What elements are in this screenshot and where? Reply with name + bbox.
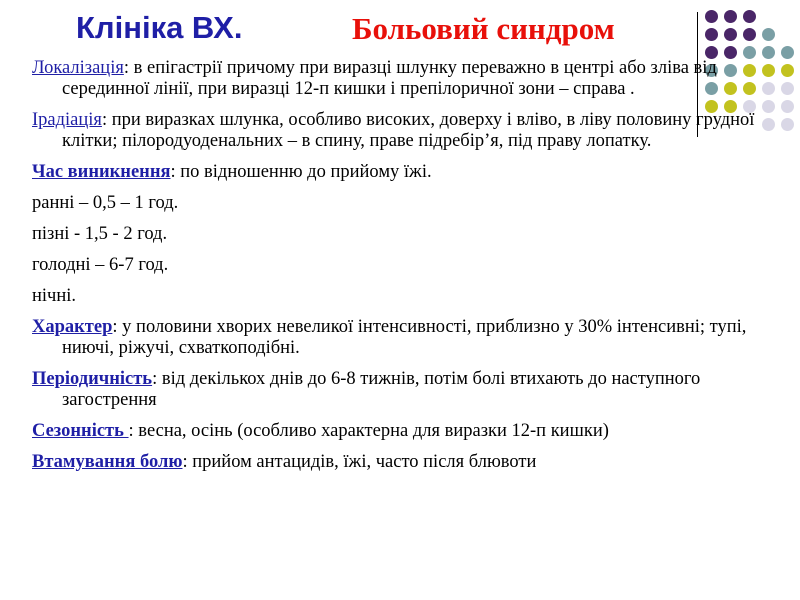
dot-icon (743, 28, 756, 41)
label-onset-time: Час виникнення (32, 162, 171, 182)
text-localization: : в епігастрії причому при виразці шлунку переважно в центрі або зліва від серединної лінії, при виразці 12-п кишки і препілоричної зони – справа . (62, 58, 717, 99)
text-relief: : прийом антацидів, їжі, часто після блювоти (182, 452, 537, 472)
text-night: нічні. (32, 286, 77, 306)
text-character: : у половини хворих невеликої інтенсивності, приблизно у 30% інтенсивні; тупі, ниючі, ріжучі, схваткоподібні. (62, 317, 747, 358)
paragraph-onset-time (32, 162, 767, 183)
paragraph-irradiation (32, 110, 767, 152)
text-onset-time: : по відношенню до прийому їжі. (170, 162, 432, 182)
paragraph-character (32, 317, 767, 359)
title-left: Клініка ВХ. (76, 10, 243, 45)
text-hunger: голодні – 6-7 год. (32, 255, 169, 275)
text-early: ранні – 0,5 – 1 год. (32, 193, 179, 213)
label-localization: Локалізація (32, 58, 124, 78)
dot-icon (724, 10, 737, 23)
paragraph-night (32, 286, 767, 307)
slide-title (0, 8, 700, 52)
paragraph-hunger (32, 255, 767, 276)
dot-icon (781, 82, 794, 95)
title-right: Больовий синдром (352, 11, 615, 46)
label-character: Характер (32, 317, 113, 337)
dot-icon (781, 118, 794, 131)
dot-icon (781, 64, 794, 77)
paragraph-early (32, 193, 767, 214)
text-irradiation: : при виразках шлунка, особливо високих, доверху і вліво, в ліву половину грудної клітки; пілородуоденальних – в спину, праве підребір’я, під праву лопатку. (62, 110, 755, 151)
paragraph-localization (32, 58, 767, 100)
dot-icon (705, 28, 718, 41)
text-seasonality: : весна, осінь (особливо характерна для виразки 12-п кишки) (128, 421, 609, 441)
paragraph-late (32, 224, 767, 245)
dot-icon (705, 10, 718, 23)
paragraph-periodicity (32, 369, 767, 411)
dot-icon (781, 100, 794, 113)
label-seasonality: Сезонність (32, 421, 129, 441)
slide-body (32, 58, 767, 483)
dot-icon (781, 46, 794, 59)
dot-icon (724, 28, 737, 41)
text-late: пізні - 1,5 - 2 год. (32, 224, 168, 244)
label-relief: Втамування болю (32, 452, 183, 472)
text-periodicity: : від декількох днів до 6-8 тижнів, потім болі втихають до наступного загострення (62, 369, 701, 410)
dot-icon (762, 28, 775, 41)
paragraph-relief (32, 452, 767, 473)
paragraph-seasonality (32, 421, 767, 442)
label-periodicity: Періодичність (32, 369, 153, 389)
label-irradiation: Ірадіація (32, 110, 102, 130)
dot-icon (743, 10, 756, 23)
